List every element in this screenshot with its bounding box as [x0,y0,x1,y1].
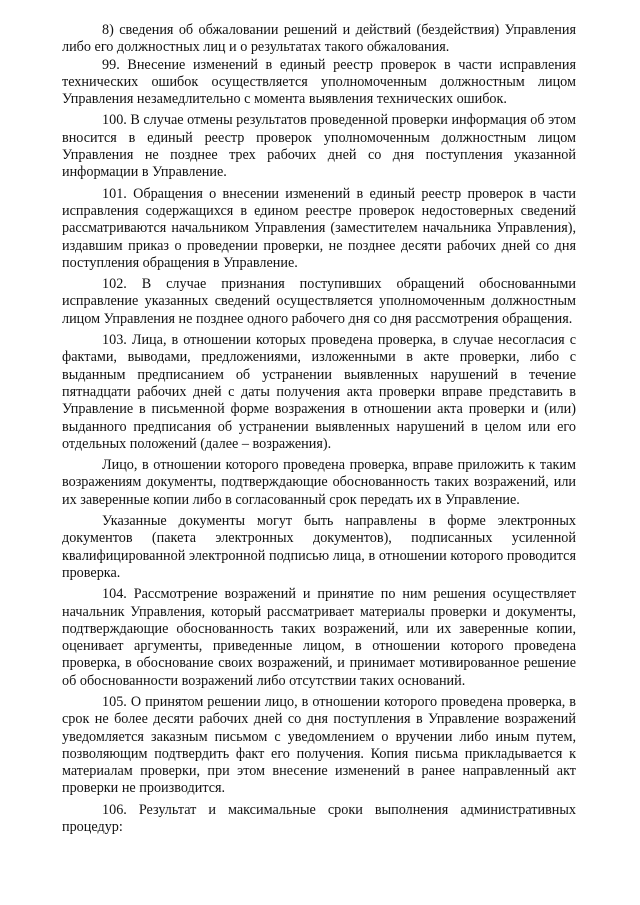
paragraph-106: 106. Результат и максимальные сроки выполнения административных процедур: [62,801,576,836]
paragraph-104: 104. Рассмотрение возражений и принятие по ним решения осуществляет начальник Управления, который рассматривает материалы проверки и документы, подтверждающие обоснованность таких возражений, или их заверенные копии, оценивает аргументы, приведенные лицом, в отношении которого проведена проверка, в обоснование своих возражений, и принимает мотивированное решение об обоснованности возражений либо отсутствии таких оснований. [62,586,576,689]
paragraph-100: 100. В случае отмены результатов проведенной проверки информация об этом вносится в единый реестр проверок уполномоченным должностным лицом Управления не позднее трех рабочих дней со дня поступления указанной информации в Управление. [62,112,576,181]
paragraph-105: 105. О принятом решении лицо, в отношении которого проведена проверка, в срок не более десяти рабочих дней со дня поступления в Управление возражений уведомляется заказным письмом с уведомлением о вручении либо иным путем, позволяющим подтвердить факт его получения. Копия письма прикладывается к материалам проверки, при этом внесение изменений в ранее направленный акт проверки не производится. [62,693,576,797]
paragraph-103-electronic-docs: Указанные документы могут быть направлены в форме электронных документов (пакета электронных документов), подписанных усиленной квалифицированной электронной подписью лица, в отношении которого проводится проверка. [62,513,576,581]
paragraph-99: 99. Внесение изменений в единый реестр проверок в части исправления технических ошибок осуществляется уполномоченным должностным лицом Управления незамедлительно с момента выявления технических ошибок. [62,56,576,108]
paragraph-103-person-right: Лицо, в отношении которого проведена проверка, вправе приложить к таким возражениям документы, подтверждающие обоснованность таких возражений, или их заверенные копии либо в согласованный срок передать их в Управление. [62,457,576,508]
paragraph-103: 103. Лица, в отношении которых проведена проверка, в случае несогласия с фактами, выводами, предложениями, изложенными в акте проверки, либо с выданным предписанием об устранении выявленных нарушений в течение пятнадцати рабочих дней с даты получения акта проверки вправе представить в Управление в письменной форме возражения в отношении акта проверки и (или) выданного предписания об устранении выявленных нарушений в целом или его отдельных положений (далее – возражения). [62,332,576,452]
paragraph-item-8: 8) сведения об обжаловании решений и действий (бездействия) Управления либо его должностных лиц и о результатах такого обжалования. [62,22,576,56]
document-page [62,22,576,836]
paragraph-101: 101. Обращения о внесении изменений в единый реестр проверок в части исправления содержащихся в едином реестре проверок недостоверных сведений рассматриваются начальником Управления (заместителем начальника Управления), издавшим приказ о проведении проверки, не позднее десяти рабочих дней со дня поступления обращения в Управление. [62,185,576,271]
paragraph-102: 102. В случае признания поступивших обращений обоснованными исправление указанных сведений осуществляется уполномоченным должностным лицом Управления не позднее одного рабочего дня со дня рассмотрения обращения. [62,276,576,327]
